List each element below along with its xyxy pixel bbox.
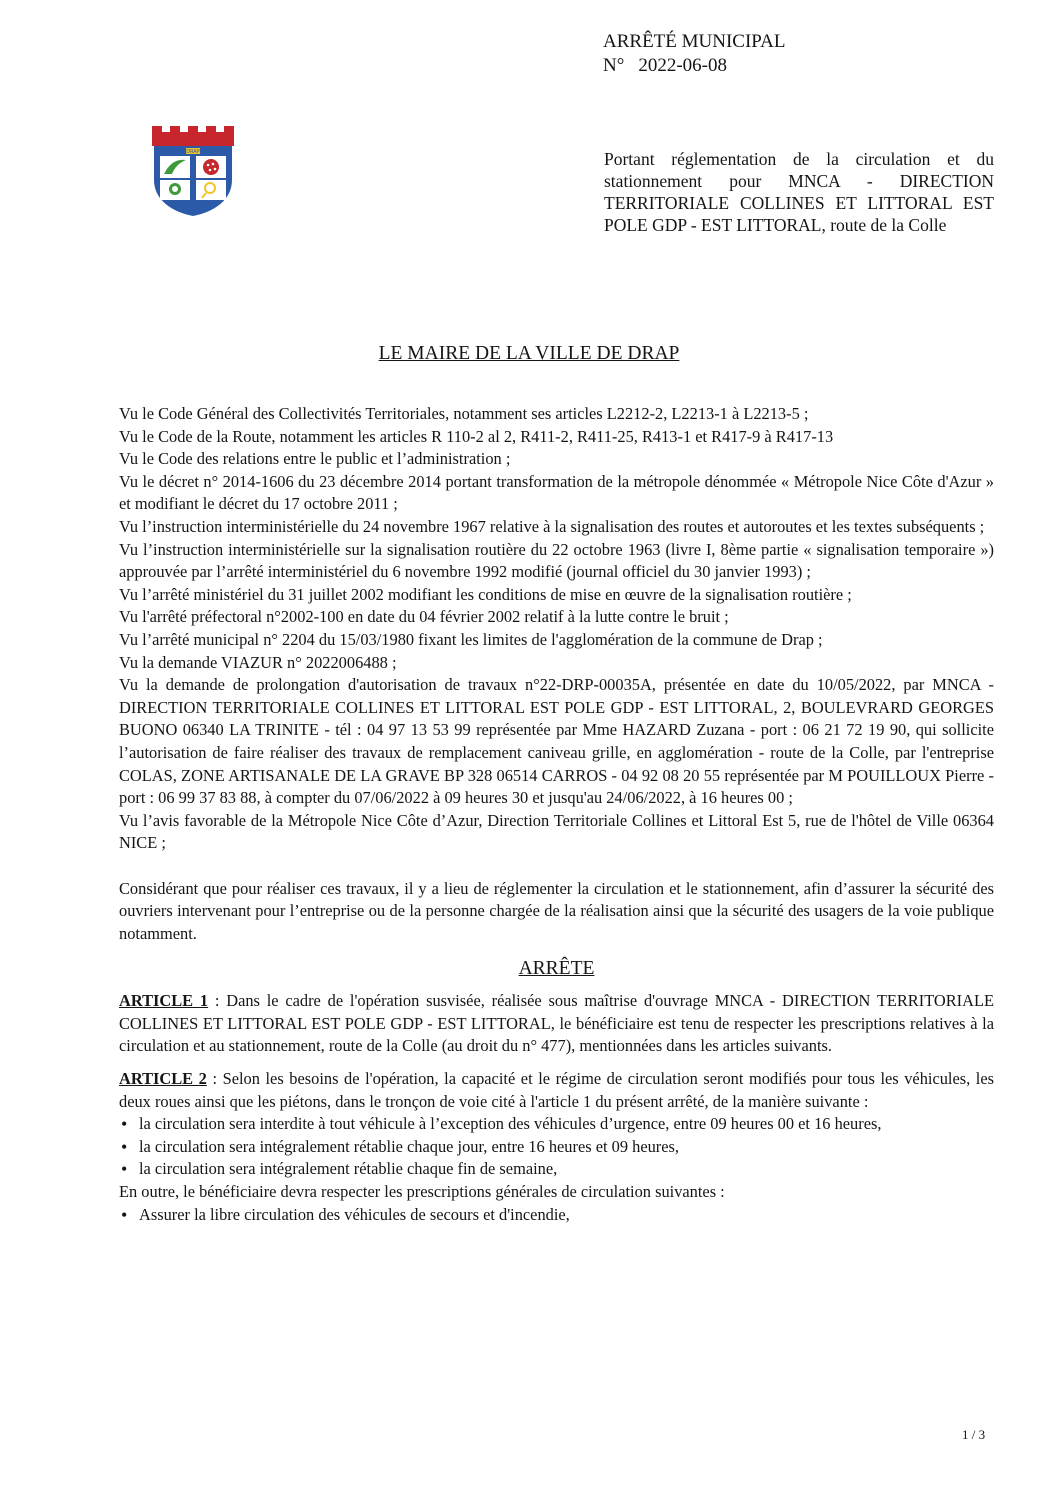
vu-line: Vu l’arrêté ministériel du 31 juillet 2002 modifiant les conditions de mise en œuvre de la signalisation routière ;: [119, 584, 852, 604]
vu-line: Vu le décret n° 2014-1606 du 23 décembre 2014 portant transformation de la métropole dénommée « Métropole Nice Côte d'Azur » et modifiant le décret du 17 octobre 2011 ;: [119, 471, 994, 514]
vu-line: Vu l’avis favorable de la Métropole Nice Côte d’Azur, Direction Territoriale Collines et Littoral Est 5, rue de l'hôtel de Ville 06364 NICE ;: [119, 810, 994, 853]
vu-line: Vu l’instruction interministérielle du 24 novembre 1967 relative à la signalisation des routes et autoroutes et les textes subséquents ;: [119, 516, 985, 536]
number-prefix: N°: [603, 55, 625, 76]
mayor-title: LE MAIRE DE LA VILLE DE DRAP: [378, 343, 680, 364]
vu-line: Vu l’arrêté municipal n° 2204 du 15/03/1980 fixant les limites de l'agglomération de la commune de Drap ;: [119, 629, 823, 649]
document-number: [603, 54, 785, 78]
article-2: [119, 1068, 994, 1113]
vu-line: Vu la demande VIAZUR n° 2022006488 ;: [119, 652, 397, 672]
article-2-list-2: [119, 1204, 994, 1227]
list-item: • la circulation sera intégralement rétablie chaque fin de semaine,: [119, 1158, 994, 1181]
vu-line: Vu le Code des relations entre le public et l’administration ;: [119, 449, 511, 469]
vu-line: Vu le Code Général des Collectivités Territoriales, notamment ses articles L2212-2, L2213-1 à L2213-5 ;: [119, 404, 809, 423]
article-1-text: : Dans le cadre de l'opération susvisée, réalisée sous maîtrise d'ouvrage MNCA - DIRECTION TERRITORIALE COLLINES ET LITTORAL EST POLE GDP - EST LITTORAL, le bénéficiaire est tenu de respecter les prescriptions relatives à la circulation et au stationnement, route de la Colle (au droit du n° 477), mentionnées dans les articles suivants.: [119, 991, 994, 1056]
page-number: 1 / 3: [962, 1427, 986, 1442]
drap-coat-of-arms-logo: [146, 122, 240, 218]
article-2-intro2: En outre, le bénéficiaire devra respecter les prescriptions générales de circulation suivantes :: [119, 1182, 725, 1201]
document-type: ARRÊTÉ MUNICIPAL: [603, 31, 786, 52]
subject: Portant réglementation de la circulation et du stationnement pour MNCA - DIRECTION TERRITORIALE COLLINES ET LITTORAL EST POLE GDP - EST LITTORAL, route de la Colle: [604, 149, 994, 235]
article-1: [119, 990, 994, 1058]
article-2-list: [119, 1113, 994, 1181]
considerant-paragraph: Considérant que pour réaliser ces travaux, il y a lieu de réglementer la circulation et le stationnement, afin d’assurer la sécurité des ouvriers intervenant pour l’entreprise ou de la personne chargée de la réalisation ainsi que la sécurité des usagers de la voie publique notamment.: [119, 878, 994, 944]
document-header: [603, 30, 785, 78]
document-body: [119, 403, 994, 1226]
article-2-text: : Selon les besoins de l'opération, la capacité et le régime de circulation seront modifiés pour tous les véhicules, les deux roues ainsi que les piétons, dans le tronçon de voie cité à l'article 1 du présent arrêté, de la manière suivante :: [119, 1069, 994, 1111]
vu-line: Vu l’instruction interministérielle sur la signalisation routière du 22 octobre 1963 (livre I, 8ème partie « signalisation temporaire ») approuvée par l’arrêté interministériel du 6 novembre 1992 modifié (journal officiel du 30 janvier 1993) ;: [119, 539, 994, 582]
vu-line: Vu le Code de la Route, notamment les articles R 110-2 al 2, R411-2, R411-25, R413-1 et R417-9 à R417-13: [119, 426, 834, 446]
list-item: • la circulation sera interdite à tout véhicule à l’exception des véhicules d’urgence, entre 09 heures 00 et 16 heures,: [119, 1113, 994, 1136]
vu-line: Vu l'arrêté préfectoral n°2002-100 en date du 04 février 2002 relatif à la lutte contre le bruit ;: [119, 607, 729, 627]
list-item: • la circulation sera intégralement rétablie chaque jour, entre 16 heures et 09 heures,: [119, 1136, 994, 1159]
logo-text: DRAP: [186, 149, 200, 155]
vu-line: Vu la demande de prolongation d'autorisation de travaux n°22-DRP-00035A, présentée en date du 10/05/2022, par MNCA - DIRECTION TERRITORIALE COLLINES ET LITTORAL EST POLE GDP - EST LITTORAL, 2, BOULEVRARD GEORGES BUONO 06340 LA TRINITE - tél : 04 97 13 53 99 représentée par Mme HAZARD Zuzana - port : 06 21 72 19 90, qui sollicite l’autorisation de faire réaliser des travaux de remplacement caniveau grille, en agglomération - route de la Colle, par l'entreprise COLAS, ZONE ARTISANALE DE LA GRAVE BP 328 06514 CARROS - 04 92 08 20 55 représentée par M POUILLOUX Pierre - port : 06 99 37 83 88, à compter du 07/06/2022 à 09 heures 30 et jusqu'au 24/06/2022, à 16 heures 00 ;: [119, 675, 994, 808]
arrete-heading: ARRÊTE: [518, 957, 595, 979]
article-2-label: ARTICLE 2: [119, 1069, 207, 1089]
article-1-label: ARTICLE 1: [119, 991, 209, 1011]
list-item: • Assurer la libre circulation des véhicules de secours et d'incendie,: [119, 1204, 994, 1227]
number-value: 2022-06-08: [638, 55, 727, 76]
